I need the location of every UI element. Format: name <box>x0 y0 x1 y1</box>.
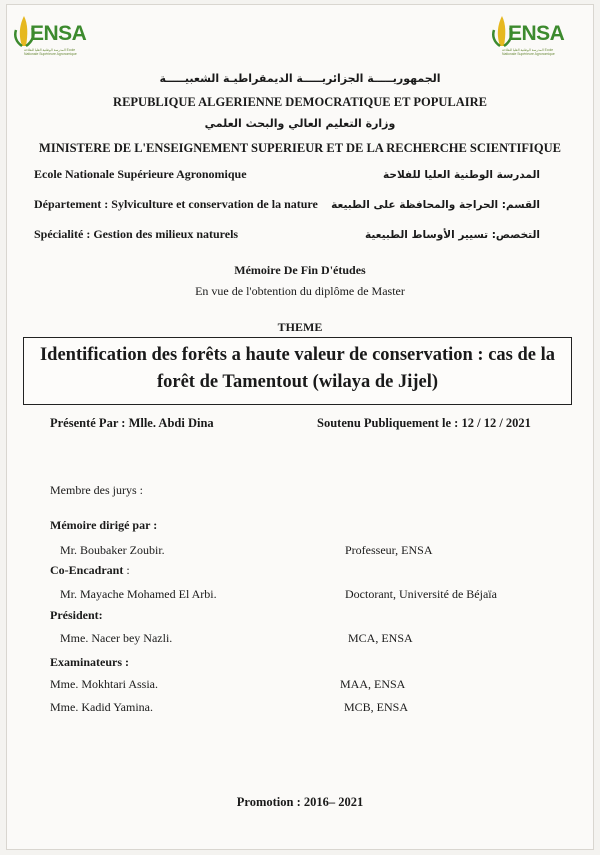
examiner1-title: MAA, ENSA <box>340 677 406 691</box>
department-french: Département : Sylviculture et conservation de la nature <box>34 197 318 211</box>
ministry-arabic: وزارة التعليم العالي والبحث العلمي <box>204 117 396 130</box>
logo-subtitle: المدرسة الوطنية العليا للفلاحة Ecole Nationale Supérieure Agronomique <box>502 48 555 56</box>
defended-on <box>317 416 531 431</box>
president-title: MCA, ENSA <box>348 631 413 645</box>
republic-french: REPUBLIQUE ALGERIENNE DEMOCRATIQUE ET POPULAIRE <box>113 95 487 109</box>
director-name: Mr. Boubaker Zoubir. <box>60 543 165 557</box>
specialty-french: Spécialité : Gestion des milieux naturels <box>34 227 239 241</box>
theme-label: THEME <box>277 320 323 334</box>
school-french: Ecole Nationale Supérieure Agronomique <box>34 167 247 181</box>
promotion: Promotion : 2016– 2021 <box>236 795 364 809</box>
coencadrant-name: Mr. Mayache Mohamed El Arbi. <box>60 587 217 601</box>
examiner2-title: MCB, ENSA <box>344 700 409 714</box>
defended-date: 12 / 12 / 2021 <box>461 416 531 430</box>
department-arabic: القسم: الحراجة والمحافظة على الطبيعة <box>331 199 540 211</box>
memoire-subtitle: En vue de l'obtention du diplôme de Master <box>195 284 405 298</box>
theme-box <box>23 337 572 405</box>
director-title: Professeur, ENSA <box>345 543 433 557</box>
memoire-title: Mémoire De Fin D'études <box>234 263 366 277</box>
logo-name: ENSA <box>508 22 565 45</box>
jury-heading: Membre des jurys : <box>50 483 143 497</box>
defended-label: Soutenu Publiquement le : <box>317 416 459 430</box>
school-arabic: المدرسة الوطنية العليا للفلاحة <box>383 169 540 181</box>
coencadrant-label: Co-Encadrant <box>50 563 124 577</box>
director-label: Mémoire dirigé par : <box>50 518 158 532</box>
examiners-label: Examinateurs : <box>50 655 129 669</box>
presented-name: Mlle. Abdi Dina <box>128 416 214 430</box>
logo-name: ENSA <box>30 22 87 45</box>
specialty-arabic: التخصص: تسيير الأوساط الطبيعية <box>364 229 540 241</box>
examiner1-name: Mme. Mokhtari Assia. <box>50 677 158 691</box>
republic-arabic: الجمهوريـــــة الجزائريـــــة الديمقراطيـة الشعبيـــــة <box>159 72 441 85</box>
coencadrant-title: Doctorant, Université de Béjaïa <box>345 587 497 601</box>
ministry-french: MINISTERE DE L'ENSEIGNEMENT SUPERIEUR ET DE LA RECHERCHE SCIENTIFIQUE <box>39 141 561 155</box>
theme-title: Identification des forêts a haute valeur de conservation : cas de la forêt de Tamentout (wilaya de Jijel) <box>39 345 556 392</box>
presented-by <box>50 416 214 431</box>
president-label: Président: <box>50 608 103 622</box>
president-name: Mme. Nacer bey Nazli. <box>60 631 173 645</box>
presented-label: Présenté Par : <box>50 416 126 430</box>
examiner2-name: Mme. Kadid Yamina. <box>50 700 153 714</box>
coencadrant-sep: : <box>126 563 130 577</box>
logo-subtitle: المدرسة الوطنية العليا للفلاحة Ecole Nationale Supérieure Agronomique <box>24 48 77 56</box>
ensa-logo-right <box>488 12 564 60</box>
coencadrant-label-row <box>50 563 130 578</box>
ensa-logo-left <box>10 12 86 60</box>
